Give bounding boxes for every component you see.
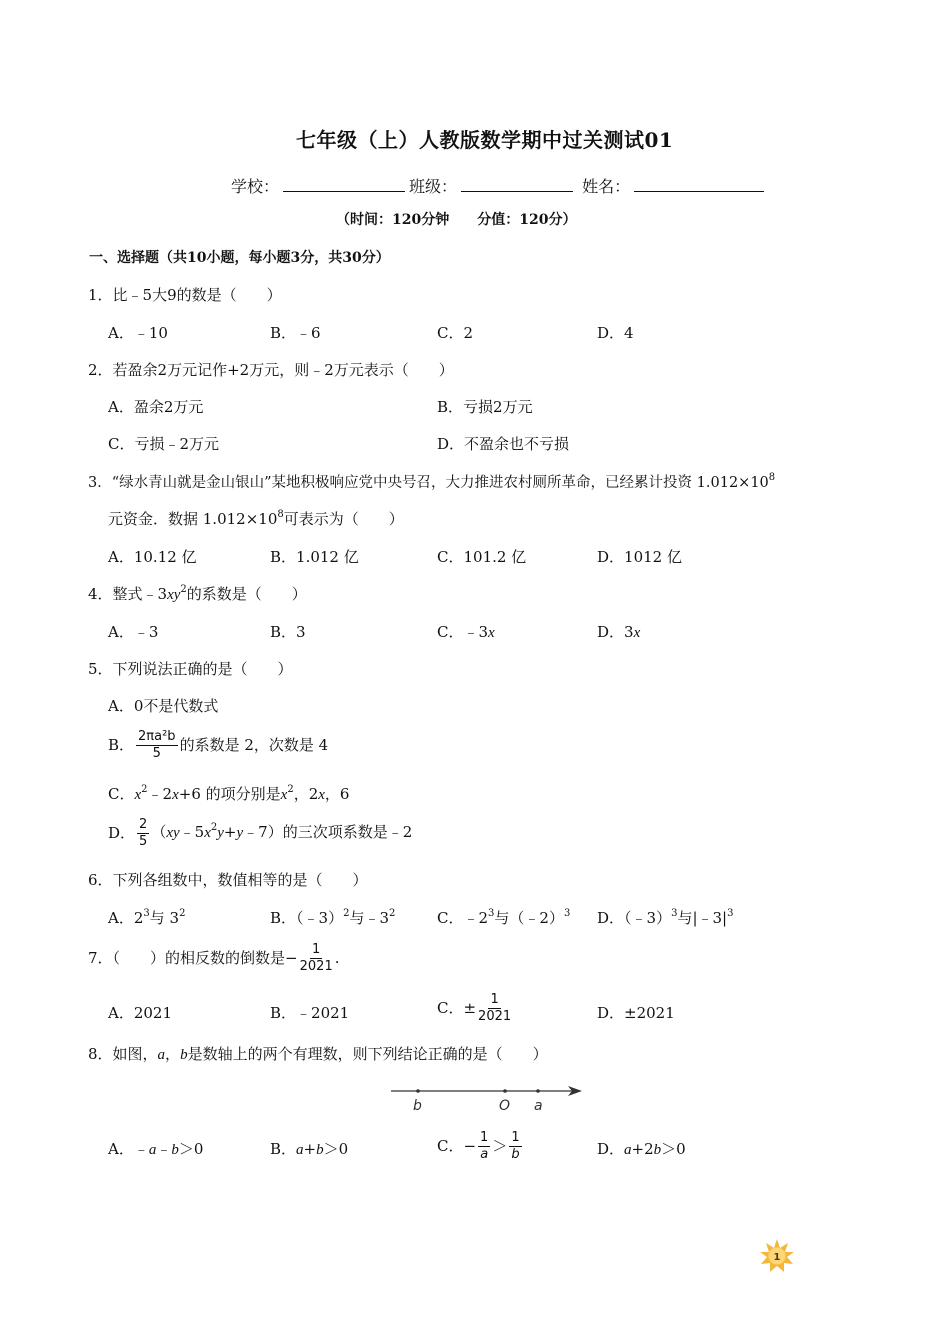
q6-option-c[interactable]: C．$﹣2^3$与（﹣2）$^3$ xyxy=(437,908,571,927)
q2-option-d[interactable]: D．不盈余也不亏损 xyxy=(437,435,570,453)
school-blank[interactable] xyxy=(283,176,405,192)
q2-option-b[interactable]: B．亏损2万元 xyxy=(437,398,533,416)
q7-option-d[interactable]: D．±2021 xyxy=(597,1004,675,1022)
q1-option-b[interactable]: B．﹣6 xyxy=(270,324,321,342)
q4-stem xyxy=(88,584,307,603)
point-b xyxy=(416,1089,420,1093)
q5-c-var3: x xyxy=(280,787,288,803)
sun-icon xyxy=(759,1238,795,1274)
school-label: 学校： xyxy=(231,177,280,196)
q5-option-d-label: D． xyxy=(108,823,136,842)
q7-stem-prefix: 7．（ ）的相反数的倒数是− xyxy=(88,948,298,967)
q3-stem-text2: 元资金．数据 1.012×10 xyxy=(108,510,278,528)
q5-c-var1: x xyxy=(134,787,142,803)
q5-d-denominator: 5 xyxy=(139,833,148,849)
q6-option-a[interactable]: A．$2^3$与 $3^2$ xyxy=(108,908,186,927)
q3-stem-text3: 可表示为（ ） xyxy=(283,510,404,528)
q8-option-a[interactable]: A．﹣a﹣b＞0 xyxy=(108,1140,204,1158)
q2-stem: 2．若盈余2万元记作+2万元，则﹣2万元表示（ ） xyxy=(88,361,454,379)
q6-stem: 6．下列各组数中，数值相等的是（ ） xyxy=(88,871,368,889)
q7-option-b[interactable]: B．﹣2021 xyxy=(270,1004,350,1022)
q7-option-c-label: C．± xyxy=(437,998,477,1017)
q5-option-d-expr: $(xy﹣5x^2y+y﹣7)$的三次项系数是﹣2 xyxy=(151,822,413,842)
q5-option-b-text: 的系数是 2，次数是 4 xyxy=(179,735,329,754)
label-a: a xyxy=(534,1098,543,1114)
q3-option-d[interactable]: D．1012 亿 xyxy=(597,548,682,566)
q5-option-c-label: C． xyxy=(108,785,135,803)
q1-option-d[interactable]: D．4 xyxy=(597,324,634,342)
q7-option-c-fraction: $\frac{1}{2021}$ xyxy=(478,992,512,1024)
q7-stem xyxy=(88,943,340,973)
q5-c-text3: ，2 xyxy=(293,785,319,803)
q5-option-b-fraction xyxy=(136,730,178,760)
q3-stem-line1 xyxy=(88,472,776,491)
q7-stem-suffix: . xyxy=(334,948,340,967)
q4-option-b[interactable]: B．3 xyxy=(270,623,306,641)
q8-c-fraction2: $\frac{1}{b}$ xyxy=(511,1130,520,1162)
q5-c-exp2: 2 xyxy=(287,784,294,795)
q4-variable: xy xyxy=(167,587,181,603)
label-o: O xyxy=(499,1098,511,1114)
q4-stem-suffix: 的系数是（ ） xyxy=(186,585,307,603)
section-heading: 一、选择题（共10小题，每小题3分，共30分） xyxy=(89,250,390,266)
q7-option-c[interactable] xyxy=(437,993,513,1023)
q5-option-b-label: B． xyxy=(108,735,135,754)
q5-c-var2: x xyxy=(172,787,179,803)
q5-c-text4: ，6 xyxy=(324,785,350,803)
q7-fraction xyxy=(300,943,333,973)
q5-c-var4: x xyxy=(318,787,325,803)
q5-fraction-numerator: 2πa²b xyxy=(138,729,176,744)
q4-option-d-var: x xyxy=(633,625,641,641)
q8-option-b[interactable]: B．a+b＞0 xyxy=(270,1140,349,1158)
label-b: b xyxy=(413,1098,422,1114)
q5-fraction-denominator: 5 xyxy=(152,745,161,761)
q4-option-d[interactable] xyxy=(597,625,640,641)
q3-exponent2: 8 xyxy=(277,509,284,520)
q1-stem: 1．比﹣5大9的数是（ ） xyxy=(88,286,282,304)
q4-option-c[interactable] xyxy=(437,625,495,641)
page-title: 七年级（上）人教版数学期中过关测试01 xyxy=(296,128,674,152)
q5-option-a[interactable]: A．0不是代数式 xyxy=(108,697,219,715)
q5-option-d-fraction xyxy=(137,818,149,848)
page-number: 1 xyxy=(773,1252,781,1263)
q7-numerator: 1 xyxy=(312,942,321,957)
name-label: 姓名： xyxy=(582,177,631,196)
q6-option-b[interactable]: B．（﹣3）$^2$与$﹣3^2$ xyxy=(270,908,396,927)
q8-option-d[interactable]: D．a+2b＞0 xyxy=(597,1140,686,1158)
q5-stem: 5．下列说法正确的是（ ） xyxy=(88,660,293,678)
q3-exponent1: 8 xyxy=(768,472,776,483)
q6-option-d[interactable]: D．（﹣3）$^3$与$|﹣3|^3$ xyxy=(597,908,734,927)
q5-c-text2: +6 的项分别是 xyxy=(178,785,281,803)
q3-option-c[interactable]: C．101.2 亿 xyxy=(437,548,527,566)
q3-option-b[interactable]: B．1.012 亿 xyxy=(270,548,359,566)
q4-option-a[interactable]: A．﹣3 xyxy=(108,623,159,641)
q4-option-d-text: D．3 xyxy=(597,623,634,641)
q5-option-c[interactable] xyxy=(108,784,350,803)
q8-stem: 8．如图，a，b是数轴上的两个有理数，则下列结论正确的是（ ） xyxy=(88,1045,548,1063)
q5-d-numerator: 2 xyxy=(139,817,148,832)
class-blank[interactable] xyxy=(461,176,573,192)
time-info: （时间：120分钟 分值：120分） xyxy=(336,212,577,228)
number-line-figure xyxy=(388,1078,588,1116)
q7-option-a[interactable]: A．2021 xyxy=(108,1004,173,1022)
point-origin xyxy=(503,1089,507,1093)
q2-option-c[interactable]: C．亏损﹣2万元 xyxy=(108,435,220,453)
page-number-badge xyxy=(759,1238,795,1274)
q5-c-text1: ﹣2 xyxy=(147,785,173,803)
class-label: 班级： xyxy=(409,177,458,196)
q5-c-exp1: 2 xyxy=(141,784,148,795)
q2-option-a[interactable]: A．盈余2万元 xyxy=(108,398,204,416)
q5-option-d[interactable] xyxy=(108,818,412,848)
q1-option-c[interactable]: C．2 xyxy=(437,324,474,342)
q4-exponent: 2 xyxy=(180,584,187,595)
q5-option-b[interactable] xyxy=(108,730,328,760)
q7-denominator: 2021 xyxy=(299,958,333,974)
q3-stem-line2 xyxy=(108,509,404,528)
name-blank[interactable] xyxy=(634,176,764,192)
q3-option-a[interactable]: A．10.12 亿 xyxy=(108,548,197,566)
q4-option-c-var: x xyxy=(488,625,495,641)
q8-option-c[interactable]: C．− $\frac{1}{a}$ ＞ $\frac{1}{b}$ xyxy=(437,1130,520,1162)
q8-c-fraction1: $\frac{1}{a}$ xyxy=(480,1130,489,1162)
student-info-line xyxy=(231,176,768,195)
q3-stem-text1: 3．“绿水青山就是金山银山”某地积极响应党中央号召，大力推进农村厕所革命，已经累计投资 1.012×10 xyxy=(88,475,769,491)
q4-option-c-text: C．﹣3 xyxy=(437,623,489,641)
q1-option-a[interactable]: A．﹣10 xyxy=(108,324,168,342)
q4-stem-prefix: 4．整式﹣3 xyxy=(88,585,168,603)
point-a xyxy=(536,1089,540,1093)
